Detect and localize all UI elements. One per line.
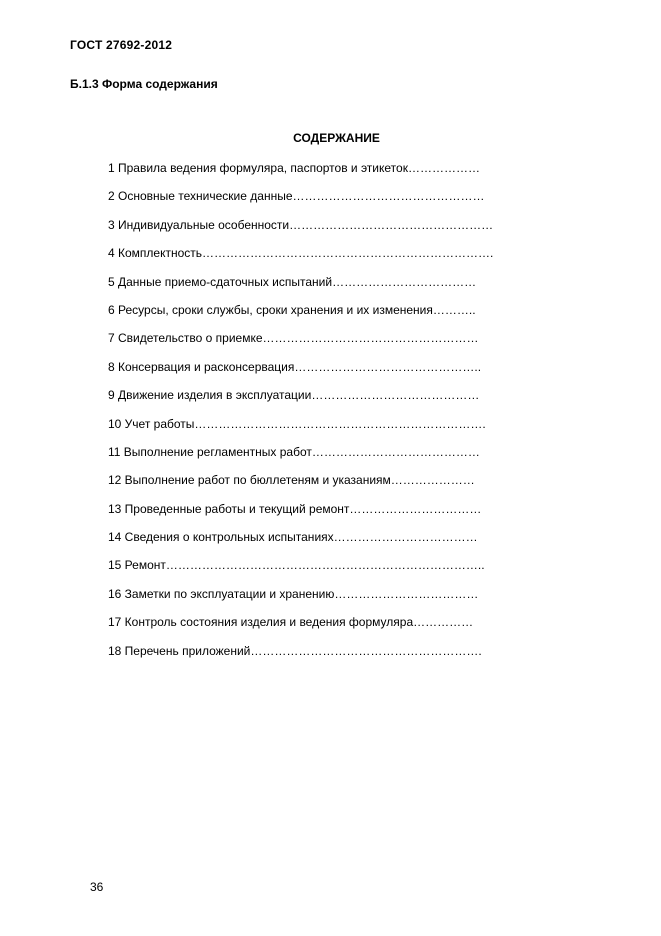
toc-item: 5 Данные приемо-сдаточных испытаний………………………………: [108, 274, 477, 289]
toc-item: 15 Ремонт……………………………………………………………………..: [108, 558, 485, 573]
toc-item: 13 Проведенные работы и текущий ремонт……………………………: [108, 501, 482, 516]
toc-title: СОДЕРЖАНИЕ: [293, 131, 380, 145]
toc-item: 3 Индивидуальные особенности……………………………………………: [108, 217, 494, 232]
toc-item: 9 Движение изделия в эксплуатации……………………………………: [108, 388, 480, 403]
toc-item: 14 Сведения о контрольных испытаниях………………………………: [108, 530, 478, 545]
toc-item: 16 Заметки по эксплуатации и хранению………………………………: [108, 586, 479, 601]
toc-item: 1 Правила ведения формуляра, паспортов и этикеток………………: [108, 161, 480, 175]
toc-item: 18 Перечень приложений………………………………………………….: [108, 643, 482, 658]
toc-item: 17 Контроль состояния изделия и ведения формуляра……………: [108, 615, 474, 630]
section-title: Б.1.3 Форма содержания: [70, 77, 218, 91]
toc-item: 8 Консервация и расконсервация………………………………………..: [108, 359, 482, 374]
document-header: ГОСТ 27692-2012: [70, 38, 173, 52]
toc-item: 2 Основные технические данные…………………………………………: [108, 189, 485, 204]
toc-list: [108, 154, 504, 665]
toc-item: 12 Выполнение работ по бюллетеням и указаниям…………………: [108, 473, 475, 488]
toc-item: 11 Выполнение регламентных работ……………………………………: [108, 444, 480, 459]
page-number: 36: [90, 880, 104, 894]
toc-item: 6 Ресурсы, сроки службы, сроки хранения и их изменения………..: [108, 302, 476, 317]
toc-item: 10 Учет работы……………………………………………………………….: [108, 416, 486, 431]
toc-item: 7 Свидетельство о приемке………………………………………………: [108, 331, 479, 346]
toc-item: 4 Комплектность……………………………………………………………….: [108, 246, 494, 261]
